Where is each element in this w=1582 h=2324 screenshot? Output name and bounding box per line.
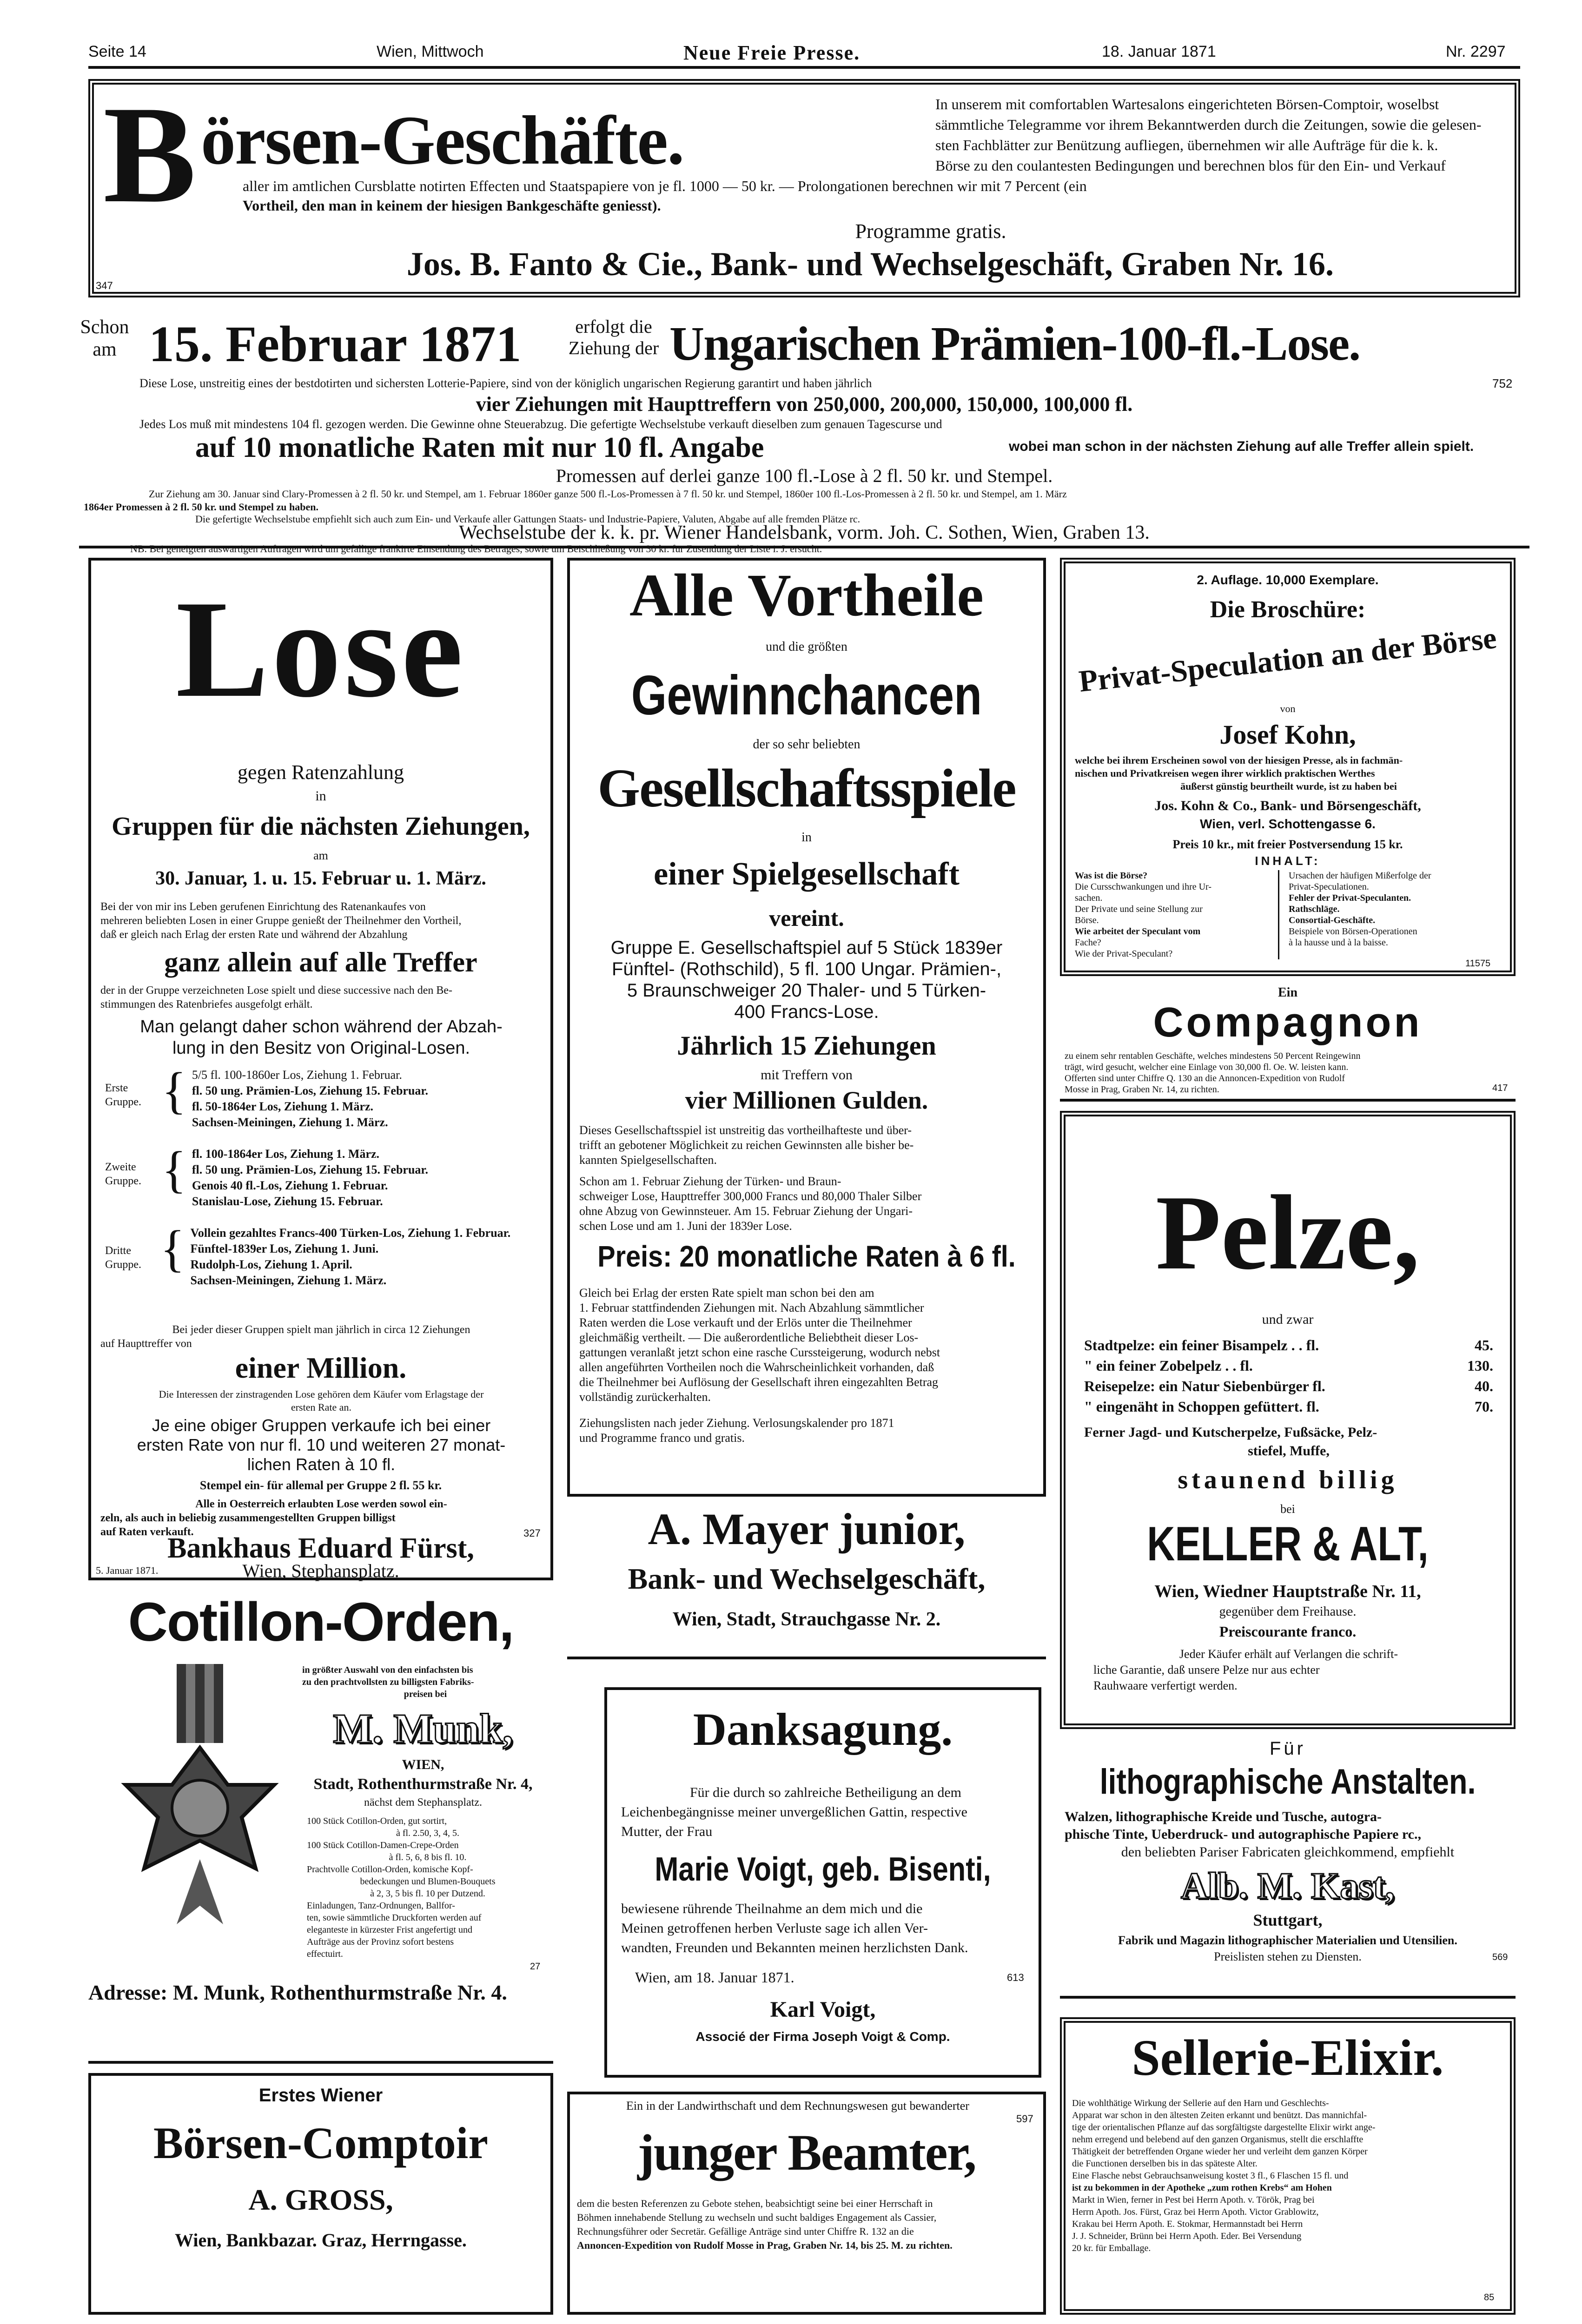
lose-p2: der in der Gruppe verzeichneten Lose spielt und diese successive nach den Be- stimmungen des Ratenbriefes ausgefolgt erhält. [100,984,453,1010]
vortheile-p1: Dieses Gesellschaftsspiel ist unstreitig das vortheilhafteste und über- trifft an gebotener Möglichkeit zu reichen Gewinnsten alle bisher be- kannten Spielgesellschaften. [579,1123,914,1167]
praemien-l2: vier Ziehungen mit Haupttreffern von 250,000, 200,000, 150,000, 100,000 fl. [476,393,1133,416]
cotillon-lines: 100 Stück Cotillon-Orden, gut sortirt, à fl. 2.50, 3, 4, 5. 100 Stück Cotillon-Damen-Crepe-Orden à fl. 5, 6, 8 bis fl. 10. Prachtvolle Cotillon-Orden, komische Kopf- bedeckungen und Blumen-Bouquets à 2, 3, 5 bis fl. 10 per Dutzend. Einladungen, Tanz-Ordnungen, Ballfor- ten, sowie sämmtliche Druckforten werden auf eleganteste in kürzester Frist angefertigt und Aufträge aus der Provinz sofort bestens effectuirt. [307,1816,496,1959]
ad-alle-vortheile [567,558,1046,1497]
sellerie-ref: 85 [1484,2292,1495,2303]
lose-p7: Stempel ein- für allemal per Gruppe 2 fl. 55 kr. [199,1479,442,1492]
praemien-l5: Promessen auf derlei ganze 100 fl.-Lose à 2 fl. 50 kr. und Stempel. [556,465,1053,486]
beamter-l1: Ein in der Landwirthschaft und dem Rechnungswesen gut bewanderter [626,2099,969,2113]
pelze-billig: staunend billig [1178,1466,1398,1494]
cotillon-firm: M. Munk, [333,1706,513,1752]
vortheile-vereint: vereint. [769,905,844,931]
ad-broschuere [1060,558,1516,976]
ad-pelze [1060,1111,1516,1729]
litho-ref: 569 [1492,1952,1508,1962]
vortheile-preis: Preis: 20 monatliche Raten à 6 fl. [597,1240,1016,1273]
lose-sub2: in [315,788,326,804]
cotillon-adresse: Adresse: M. Munk, Rothenthurmstraße Nr. 4. [88,1981,507,2004]
page-header [88,41,1520,69]
lose-dates: 30. Januar, 1. u. 15. Februar u. 1. März. [155,868,486,889]
praemien-l7: 1864er Promessen à 2 fl. 50 kr. und Stempel zu haben. [84,501,319,513]
litho-l3: Preislisten stehen zu Diensten. [1214,1950,1362,1963]
vortheile-gewinn: Gewinnchancen [631,664,982,726]
praemien-title: Ungarischen Prämien-100-fl.-Lose. [669,317,1360,370]
broschuere-p1: welche bei ihrem Erscheinen sowol von der hiesigen Presse, als in fachmän- nischen und Privatkreisen wegen ihrer wirklich praktischen Werthes äußerst günstig beurtheilt wurde, ist zu haben bei [1075,754,1403,792]
cotillon-stadt: Stadt, Rothenthurmstraße Nr. 4, [313,1776,533,1793]
danksagung-p: Für die durch so zahlreiche Betheiligung an dem Leichenbegängnisse meiner unvergeßlichen Gattin, respective Mutter, der Frau [621,1785,967,1839]
sellerie-title: Sellerie-Elixir. [1132,2029,1444,2086]
ad-lose [88,558,553,1580]
litho-l2: Fabrik und Magazin lithographischer Materialien und Utensilien. [1118,1934,1457,1947]
boersen-headline: örsen-Geschäfte. [201,102,684,179]
sellerie-lines: Die wohlthätige Wirkung der Sellerie auf den Harn und Geschlechts- Apparat war schon in den ältesten Zeiten erkannt und benützt. Das mannichfal- tige der orientalischen Pflanze auf das sorgfältigste dargestellte Elixir wirkt ange- nehm erregend und belebend auf den ganzen Organismus, stellt die erschlaffte Thätigkeit der betreffenden Organe wieder her und verleiht dem ganzen Körper die Functionen derselben bis in das späteste Alter. Eine Flasche nebst Gebrauchsanweisung kostet 3 fl., 6 Flaschen 15 fl. und ist zu bekommen in der Apotheke „zum rothen Krebs“ am Hohen Markt in Wien, ferner in Pest bei Herrn Apoth. v. Török, Prag bei Herrn Apoth. Jos. Fürst, Graz bei Herrn Apoth. Victor Grablowitz, Krakau bei Herrn Apoth. E. Stokmar, Hermannstadt bei Herrn J. J. Schneider, Brünn bei Herrn Apoth. Eder. Bei Versendung 20 kr. für Emballage. [1072,2098,1376,2253]
pelze-preis: Preiscourante franco. [1219,1623,1357,1640]
vortheile-jaehrlich: Jährlich 15 Ziehungen [677,1030,936,1061]
broschuere-firm: Jos. Kohn & Co., Bank- und Börsengeschäft, [1154,798,1421,813]
broschuere-right-list: Ursachen der häufigen Mißerfolge der Privat-Speculationen. Fehler der Privat-Speculanten. Rathschläge. Consortial-Geschäfte. Beispiele von Börsen-Operationen à la hausse und à la baisse. [1289,871,1431,948]
danksagung-ref: 613 [1007,1972,1024,1983]
danksagung-sig: Karl Voigt, [770,1997,876,2022]
boersen-line-3: Vortheil, den man in keinem der hiesigen Bankgeschäfte geniesst). [243,197,661,214]
compagnon-ein: Ein [1278,985,1298,1000]
broschuere-author: Josef Kohn, [1219,720,1356,750]
lose-group: Erste Gruppe. { 5/5 fl. 100-1860er Los, Ziehung 1. Februar. fl. 50 ung. Prämien-Los, Ziehung 15. Februar. fl. 50-1864er Los, Ziehung 1. März. Sachsen-Meiningen, Ziehung 1. März. [105,1062,429,1129]
pelze-bei: bei [1280,1502,1295,1516]
ad-danksagung [604,1687,1041,2078]
danksagung-title: Danksagung. [693,1703,953,1755]
vortheile-sub1: und die größten [766,640,847,654]
ad-boersen-geschaefte [88,79,1520,297]
praemien-l6: Zur Ziehung am 30. Januar sind Clary-Promessen à 2 fl. 50 kr. und Stempel, am 1. Februar 1860er ganze 500 fl.-Los-Promessen à 7 fl. 50 kr. und Stempel, 1860er 100 fl.-Los-Promessen à 2 fl. 50 kr. und Stempel, am 1. März [149,488,1067,500]
boersen-firm: Jos. B. Fanto & Cie., Bank- und Wechselgeschäft, Graben Nr. 16. [406,245,1334,283]
mayer-firm: A. Mayer junior, [648,1504,966,1554]
mayer-firm2: Bank- und Wechselgeschäft, [628,1562,986,1595]
broschuere-von: von [1280,703,1296,714]
beamter-title: junger Beamter, [637,2124,976,2181]
lose-p5: Die Interessen der zinstragenden Lose gehören dem Käufer vom Erlagstage der ersten Rate an. [159,1388,484,1413]
place-day: Wien, Mittwoch [377,43,484,60]
danksagung-date: Wien, am 18. Januar 1871. [635,1969,794,1986]
pelze-p: Jeder Käufer erhält auf Verlangen die schrift- liche Garantie, daß unsere Pelze nur aus echter Rauhwaare verfertigt werden. [1093,1647,1398,1692]
ad-boersen-comptoir-gross [88,2073,553,2315]
broschuere-addr: Wien, verl. Schottengasse 6. [1200,817,1376,831]
broschuere-inhalt: INHALT: [1255,854,1321,868]
litho-title: lithographische Anstalten. [1099,1762,1476,1802]
beamter-lines: dem die besten Referenzen zu Gebote stehen, beabsichtigt seine bei einer Herrschaft in Böhmen innehabende Stellung zu wechseln und sucht baldiges Engagement als Cassier, Rechnungsführer oder Secretär. Gefällige Anträge sind unter Chiffre R. 132 an die Annoncen-Expedition von Rudolf Mosse in Prag, Graben Nr. 14, bis 25. M. zu richten. [577,2198,953,2251]
lose-p4: Bei jeder dieser Gruppen spielt man jährlich in circa 12 Ziehungen auf Haupttreffer von [100,1324,470,1350]
vortheile-mit: mit Treffern von [761,1067,853,1083]
pelze-firm: KELLER & ALT, [1147,1517,1429,1571]
mayer-addr: Wien, Stadt, Strauchgasse Nr. 2. [672,1609,941,1630]
vortheile-spiele: Gesellschaftsspiele [597,758,1016,819]
vortheile-p4: Ziehungslisten nach jeder Ziehung. Verlosungskalender pro 1871 und Programme franco und gratis. [579,1416,894,1445]
gross-l4: Wien, Bankbazar. Graz, Herrngasse. [175,2230,467,2251]
pelze-title: Pelze, [1155,1173,1420,1292]
lose-date: 5. Januar 1871. [96,1565,159,1576]
praemien-erfolgt: erfolgt die Ziehung der [568,316,659,358]
vortheile-vier: vier Millionen Gulden. [685,1086,928,1114]
ad-lithographische-anstalten [1060,1738,1516,1999]
vortheile-in: in [801,830,812,845]
lose-p1: Bei der von mir ins Leben gerufenen Einrichtung des Ratenankaufes von mehreren beliebten Losen in einer Gruppe genießt der Theilnehmer den Vortheil, daß er gleich nach Erlag der ersten Rate und während der Abzahlung [100,901,462,941]
cotillon-ref: 27 [530,1961,541,1972]
litho-city: Stuttgart, [1253,1911,1323,1929]
order-medal-image [107,1664,293,1952]
vortheile-p2: Schon am 1. Februar Ziehung der Türken- und Braun- schweiger Lose, Haupttreffer 300,000 Francs und 80,000 Thaler Silber ohne Abzug von Gewinnsteuer. Am 15. Februar Ziehung der Ungari- schen Lose und am 1. Juni der 1839er Lose. [579,1175,922,1233]
lose-group: Zweite Gruppe. { fl. 100-1864er Los, Ziehung 1. März. fl. 50 ung. Prämien-Los, Ziehung 15. Februar. Genois 40 fl.-Los, Ziehung 1. Februar. Stanislau-Lose, Ziehung 15. Februar. [105,1141,429,1208]
litho-fuer: Für [1270,1738,1306,1759]
ad-mayer-junior [567,1501,1046,1659]
cotillon-naechst: nächst dem Stephansplatz. [364,1796,482,1809]
litho-firm: Alb. M. Kast, [1181,1866,1395,1907]
ad-compagnon [1060,985,1516,1102]
pelze-items [1084,1335,1493,1417]
praemien-l10: NB. Bei geneigten auswärtigen Aufträgen wird um gefällige frankirte Einsendung des Betrages, sowie um Beischließung von 30 kr. für Zusendung der Liste i. J. ersucht. [130,543,822,555]
broschuere-left-list: Was ist die Börse? Die Cursschwankungen und ihre Ur- sachen. Der Private und seine Stellung zur Börse. Wie arbeitet der Speculant vom Fache? Wie der Privat-Speculant? [1075,870,1279,959]
beamter-ref: 597 [1016,2113,1033,2125]
boersen-ref: 347 [96,280,113,291]
lose-sub3: Gruppen für die nächsten Ziehungen, [112,812,530,841]
lose-addr: Wien, Stephansplatz. [242,1560,399,1581]
broschuere-title: Privat-Speculation an der Börse [1077,621,1498,699]
lose-title: Lose [176,572,466,726]
lose-group: Dritte Gruppe. { Vollein gezahltes Francs-400 Türken-Los, Ziehung 1. Februar. Fünftel-1839er Los, Ziehung 1. Juni. Rudolph-Los, Ziehung 1. April. Sachsen-Meiningen, Ziehung 1. März. [105,1220,511,1287]
ad-sellerie-elixir [1060,2017,1516,2315]
lose-sub1: gegen Ratenzahlung [238,761,404,784]
vortheile-gruppe: Gruppe E. Gesellschaftspiel auf 5 Stück 1839er Fünftel- (Rothschild), 5 fl. 100 Ungar. Prämien-, 5 Braunschweiger 20 Thaler- und 5 Türken- 400 Francs-Lose. [610,938,1003,1022]
gross-l2: Börsen-Comptoir [153,2118,488,2168]
compagnon-lines: zu einem sehr rentablen Geschäfte, welches mindestens 50 Percent Reingewinn trägt, wird gesucht, welcher eine Einlage von 30,000 fl. Oe. W. leisten kann. Offerten sind unter Chiffre Q. 130 an die Annoncen-Expedition von Rudolf Mosse in Prag, Graben Nr. 14, zu richten. [1065,1051,1361,1095]
cotillon-title: Cotillon-Orden, [128,1591,514,1653]
lose-ref: 327 [523,1527,541,1539]
lose-million: einer Million. [235,1351,407,1384]
boersen-intro-text: In unserem mit comfortablen Wartesalons eingerichteten Börsen-Comptoir, woselbst sämmtliche Telegramme vor ihrem Bekanntwerden durch die Zeitungen, sowie die gelesen- sten Fachblätter zur Benützung aufliegen, übernehmen wir alle Aufträge für die k. k. Börse zu den coulantesten Bedingungen und berechnen blos für den Ein- und Verkauf [935,96,1482,174]
danksagung-sig2: Associé der Firma Joseph Voigt & Comp. [695,2029,950,2044]
pelze-item: Reisepelze: ein Natur Siebenbürger fl. 40. [1084,1378,1493,1394]
ad-junger-beamter [567,2092,1046,2315]
schon-am: Schon am [80,317,129,360]
issue-number: Nr. 2297 [1446,43,1506,60]
pelze-addr: Wien, Wiedner Hauptstraße Nr. 11, [1154,1582,1421,1601]
praemien-l9: Wechselstube der k. k. pr. Wiener Handelsbank, vorm. Joh. C. Sothen, Wien, Graben 13. [459,522,1150,543]
danksagung-name: Marie Voigt, geb. Bisenti, [655,1851,991,1888]
danksagung-p2: bewiesene rührende Theilnahme an dem mich und die Meinen getroffenen herben Verluste sage ich allen Ver- wandten, Freunden und Bekannten meinen herzlichsten Dank. [621,1901,968,1955]
boersen-programme: Programme gratis. [855,220,1006,243]
broschuere-top: 2. Auflage. 10,000 Exemplare. [1197,573,1379,587]
masthead: Neue Freie Presse. [683,41,861,64]
ad-cotillon-orden [88,1590,553,2064]
broschuere-die: Die Broschüre: [1210,596,1366,623]
page-number: Seite 14 [88,43,146,60]
pelze-gegen: gegenüber dem Freihause. [1219,1604,1357,1619]
ad-praemien-lose [79,307,1529,555]
praemien-l4b: wobei man schon in der nächsten Ziehung auf alle Treffer allein spielt. [1009,439,1474,454]
litho-lines: Walzen, lithographische Kreide und Tusche, autogra- phische Tinte, Ueberdruck- und autographische Papiere rc., den beliebten Pariser Fabricaten gleichkommend, empfiehlt [1065,1809,1455,1860]
broschuere-preis: Preis 10 kr., mit freier Postversendung 15 kr. [1172,838,1403,851]
lose-firm: Bankhaus Eduard Fürst, [167,1532,474,1564]
lose-p3: Man gelangt daher schon während der Abzah- lung in den Besitz von Original-Losen. [140,1017,503,1058]
compagnon-title: Compagnon [1153,999,1423,1046]
praemien-l4a: auf 10 monatliche Raten mit nur 10 fl. Angabe [195,432,764,463]
cotillon-intro: in größter Auswahl von den einfachsten bis zu den prachtvollsten zu billigsten Fabriks- preisen bei [302,1665,474,1699]
issue-date: 18. Januar 1871 [1102,43,1216,60]
gross-l1: Erstes Wiener [258,2085,383,2106]
pelze-ferner: Ferner Jagd- und Kutscherpelze, Fußsäcke, Pelz- stiefel, Muffe, [1084,1425,1377,1459]
drop-cap-initial: B [103,77,197,231]
pelze-item: Stadtpelze: ein feiner Bisampelz . . fl. 45. [1084,1337,1493,1353]
lose-p8: Alle in Oesterreich erlaubten Lose werden sowol ein- zeln, als auch in beliebig zusammengestellten Gruppen billigst auf Raten verkauft. [100,1498,447,1538]
vortheile-p3: Gleich bei Erlag der ersten Rate spielt man schon bei den am 1. Februar stattfindenden Ziehungen mit. Nach Abzahlung sämmtlicher Raten werden die Lose verkauft und der Erlös unter die Theilnehmer gleichmäßig vertheilt. — Die außerordentliche Beliebtheit dieser Los- gattungen veranlaßt jetzt schon eine rasche Curssteigerung, wodurch nebst allen angeführten Vortheilen noch die Wahrscheinlichkeit vorhanden, daß die Theilnehmer bei Auflösung der Gesellschaft ihren eingezahlten Betrag vollständig zurückerhalten. [579,1286,940,1404]
compagnon-ref: 417 [1492,1083,1508,1093]
pelze-item: " eingenäht in Schoppen gefüttert. fl. 70. [1084,1398,1493,1415]
cotillon-wien: WIEN, [402,1757,444,1772]
boersen-line-2: aller im amtlichen Cursblatte notirten Effecten und Staatspapiere von je fl. 1000 — 50 kr. — Prolongationen berechnen wir mit 7 Percent (ein [243,178,1087,194]
lose-sub4: am [313,849,328,862]
gross-l3: A. GROSS, [248,2183,393,2216]
vortheile-sub2: der so sehr beliebten [753,737,861,752]
praemien-l1-ref: 752 [1492,376,1513,390]
praemien-l3: Jedes Los muß mit mindestens 104 fl. gezogen werden. Die Gewinne ohne Steuerabzug. Die gefertigte Wechselstube verkauft dieselben zum genauen Tagescurse und [139,417,942,431]
lose-groups [105,1062,542,1318]
praemien-l8: Die gefertigte Wechselstube empfiehlt sich auch zum Ein- und Verkaufe aller Gattungen Staats- und Industrie-Papiere, Valuten, Abgabe auf alle fremden Plätze rc. [195,513,861,525]
lose-p6: Je eine obiger Gruppen verkaufe ich bei einer ersten Rate von nur fl. 10 und weiteren 27 monat- lichen Raten à 10 fl. [137,1416,506,1474]
broschuere-ref: 11575 [1465,958,1491,969]
vortheile-einer: einer Spielgesellschaft [654,856,960,892]
vortheile-title: Alle Vortheile [629,562,984,629]
pelze-item: " ein feiner Zobelpelz . . fl. 130. [1084,1357,1493,1374]
pelze-und: und zwar [1262,1312,1314,1327]
praemien-l1: Diese Lose, unstreitig eines der bestdotirten und sichersten Lotterie-Papiere, sind von der königlich ungarischen Regierung garantirt und haben jährlich [139,376,872,390]
lose-ganz: ganz allein auf alle Treffer [164,947,477,977]
praemien-date: 15. Februar 1871 [149,316,522,372]
